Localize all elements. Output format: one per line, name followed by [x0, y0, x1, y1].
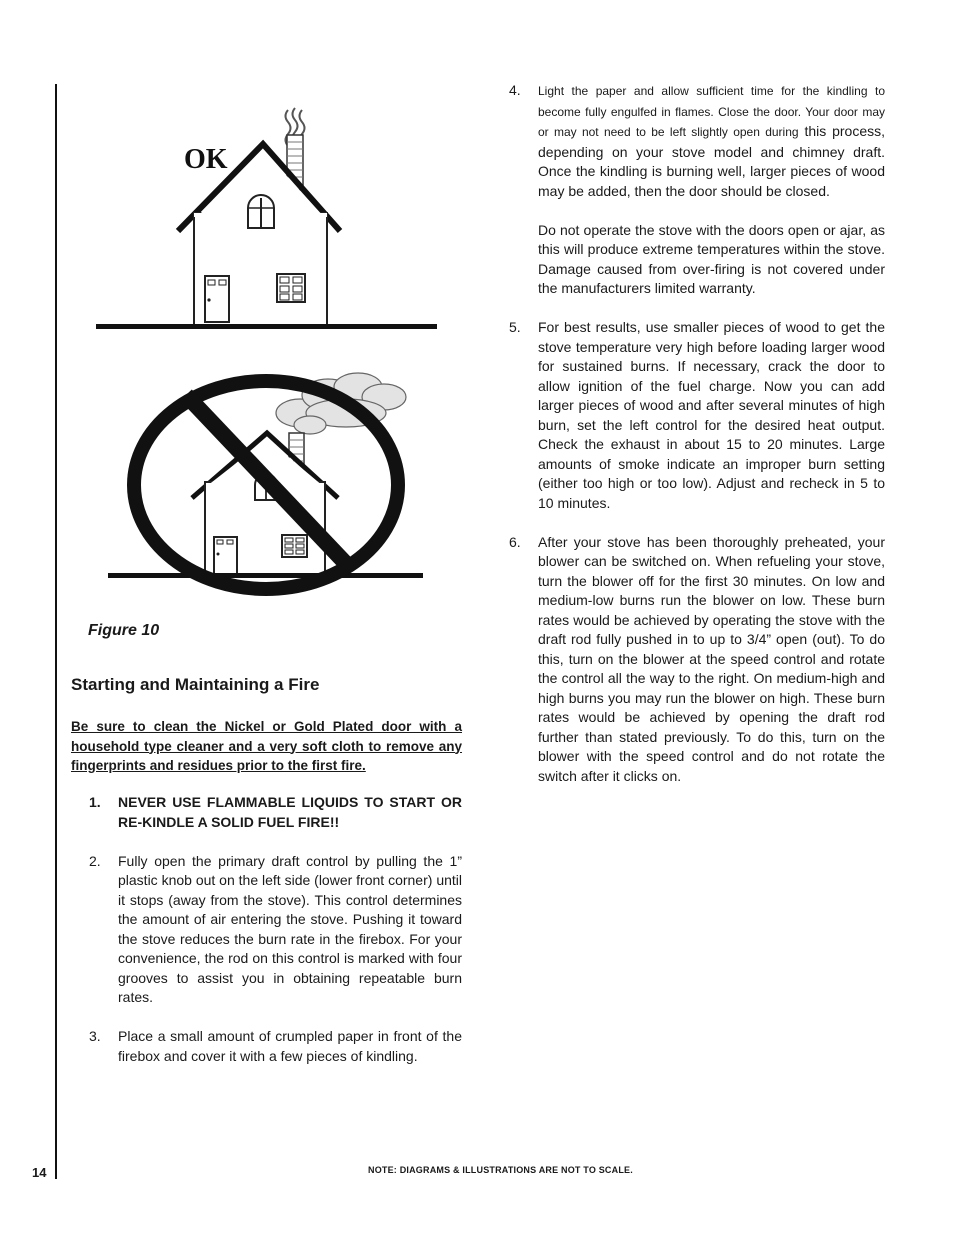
no-house-illustration — [100, 365, 430, 600]
step-3 — [71, 1027, 462, 1066]
steps-list-left — [71, 793, 462, 1066]
step-text: NEVER USE FLAMMABLE LIQUIDS TO START OR RE-KINDLE A SOLID FUEL FIRE!! — [118, 794, 462, 830]
step-text: this process, depending on your stove model and chimney draft. Once the kindling is burning well, larger pieces of wood may be added, then the door should be closed. — [538, 123, 885, 199]
figure-caption: Figure 10 — [88, 622, 160, 639]
step-warning: Do not operate the stove with the doors open or ajar, as this will produce extreme temperatures within the stove. Damage caused from over-firing is not covered under the manufacturers limited warranty. — [538, 221, 885, 296]
step-1 — [71, 793, 462, 832]
step-text: Place a small amount of crumpled paper in front of the firebox and cover it with a few pieces of kindling. — [118, 1028, 462, 1064]
step-5 — [491, 318, 885, 513]
step-number: 4. — [509, 82, 521, 98]
step-number: 1. — [89, 794, 101, 810]
scale-note: NOTE: DIAGRAMS & ILLUSTRATIONS ARE NOT TO SCALE. — [368, 1165, 633, 1175]
step-number: 6. — [509, 533, 521, 550]
step-4 — [491, 81, 885, 299]
step-number: 5. — [509, 319, 521, 335]
margin-rule — [55, 84, 57, 1179]
step-text-small: Light the paper and allow sufficient time for the kindling to become fully engulfed in flames. Close the door. Your door may or may not need to be left slightly open during — [538, 84, 885, 139]
step-2 — [71, 852, 462, 1008]
section-heading: Starting and Maintaining a Fire — [71, 675, 320, 694]
step-text: After your stove has been thoroughly preheated, your blower can be switched on. When refueling your stove, turn the blower off for the first 30 minutes. On low and medium-low burns run the blower on low. These burn rates would be achieved by operating the stove with the draft rod fully pushed in to up to 3/4” open (out). To do this, turn on the blower at the speed control and rotate the control all the way to the right. On medium-high and high burns you may run the blower on high. These burn rates would be achieved by opening the draft rod further than stated previously. To do this, turn on the blower with the speed control and do not rotate the switch after it clicks on. — [538, 533, 885, 784]
step-number: 2. — [89, 852, 101, 869]
step-text: Fully open the primary draft control by pulling the 1” plastic knob out on the left side (lower front corner) until it stops (away from the stove). This control determines the amount of air entering the stove. Pushing it toward the stove reduces the burn rate in the firebox. For your convenience, the rod on this control is marked with four grooves to assist you in obtaining repeatable burn rates. — [118, 852, 462, 1005]
step-text: For best results, use smaller pieces of wood to get the stove temperature very high before loading larger wood for sustained burns. If necessary, crack the door to allow ignition of the fuel charge. Now you can add larger pieces of wood and after several minutes of high burn, set the left control for the desired heat output. Check the exhaust in about 15 to 20 minutes. Large amounts of smoke indicate an improper burn setting (either too high or too low). Adjust and recheck in 5 to 10 minutes. — [538, 319, 885, 511]
steps-list-right — [491, 81, 885, 786]
step-6 — [491, 533, 885, 787]
ok-label: OK — [184, 144, 228, 175]
step-number: 3. — [89, 1028, 101, 1044]
cleaning-notice: Be sure to clean the Nickel or Gold Plated door with a household type cleaner and a very soft cloth to remove any fingerprints and residues prior to the first fire. — [71, 719, 462, 773]
page-number: 14 — [32, 1165, 47, 1180]
ok-house-illustration — [90, 100, 450, 340]
